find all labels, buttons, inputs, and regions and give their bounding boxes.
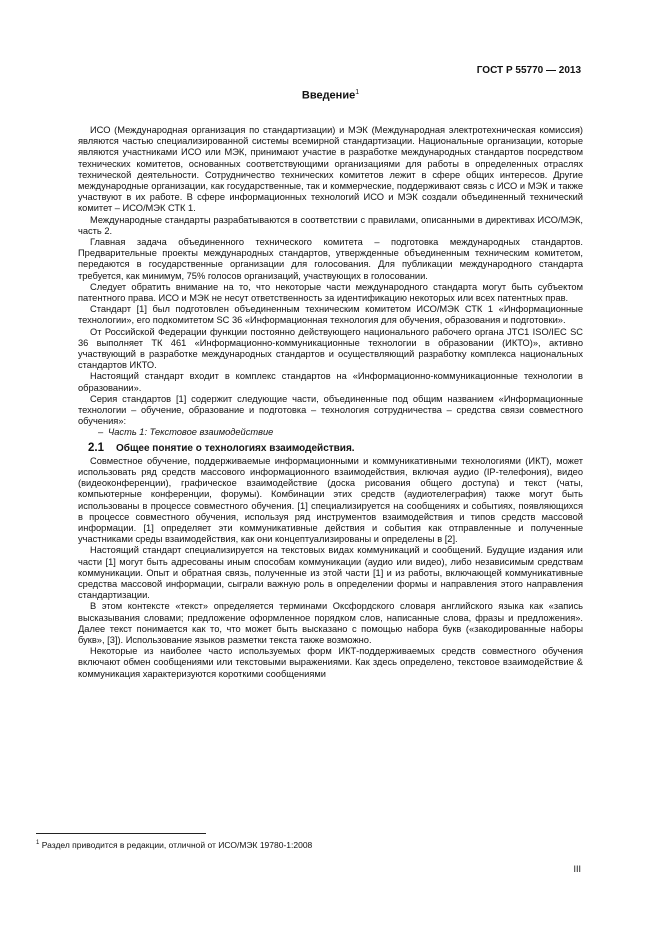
paragraph: Некоторые из наиболее часто используемых форм ИКТ-поддерживаемых средств совместного обучения включают обмен сообщениями или текстовыми выражениями. Как здесь определено, текстовое взаимодействие & коммуникация характеризуются короткими сообщениями	[78, 646, 583, 679]
paragraph: Стандарт [1] был подготовлен объединенным техническим комитетом ИСО/МЭК СТК 1 «Информационные технологии», его подкомитетом SC 36 «Информационная технология для обучения, образования и подготовки».	[78, 304, 583, 326]
section-number: 2.1	[88, 441, 104, 454]
paragraph: Главная задача объединенного технического комитета – подготовка международных стандартов. Предварительные проекты международных стандартов, утвержденные объединенным техническим комитетом, передаются в государственные организации для голосования. Для публикации международного стандарта требуется, как минимум, 75% голосов организаций, участвующих в голосовании.	[78, 237, 583, 281]
list-dash: –	[98, 427, 104, 438]
paragraph: Серия стандартов [1] содержит следующие части, объединенные под общим названием «Информационные технологии – обучение, образование и подготовка – технология сотрудничества – средства связи совместного обучения»:	[78, 393, 583, 427]
paragraph: ИСО (Международная организация по стандартизации) и МЭК (Международная электротехническая комиссия) являются частью специализированной системы всемирной стандартизации. Национальные организации, которые являются участниками ИСО или МЭК, принимают участие в разработке международных стандартов посредством технических комитетов, основанных соответствующими организациями для работы в определенных отраслях технической деятельности. Сотрудничество технических комитетов лежит в сфере общих интересов. Другие международные организации, как государственные, так и коммерческие, поддерживают связь с ИСО и МЭК и также участвуют в их работе. В сфере информационных технологий ИСО и МЭК создали объединенный технический комитет – ИСО/МЭК СТК 1.	[78, 125, 583, 214]
section-heading	[78, 442, 583, 455]
paragraph: Международные стандарты разрабатываются в соответствии с правилами, описанными в директивах ИСО/МЭК, часть 2.	[78, 214, 583, 236]
section-title: Общее понятие о технологиях взаимодействия.	[116, 442, 355, 454]
standard-designation: ГОСТ Р 55770 — 2013	[476, 65, 581, 76]
footnote-mark: 1	[36, 840, 40, 846]
paragraph: Следует обратить внимание на то, что некоторые части международного стандарта могут быть субъектом патентного права. ИСО и МЭК не несут ответственность за идентификацию некоторых или всех патентных прав.	[78, 281, 583, 304]
paragraph: От Российской Федерации функции постоянно действующего национального рабочего органа JTC1 ISO/IEC SC 36 выполняет ТК 461 «Информационно-коммуникационные технологии в образовании (ИКТО)», активно участвующий в разработке международных стандартов и осуществляющий разработку комплекса национальных стандартов ИКТО.	[78, 326, 583, 371]
paragraph: Совместное обучение, поддерживаемые информационными и коммуникативными технологиями (ИКТ), может использовать ряд средств массового информационного взаимодействия, включая аудио (IP-телефония), видео (видеоконференции), графическое взаимодействие (доска рисования общего доступа) и текст (чаты, компьютерные конференции, форумы). Комбинации этих средств (аудиотелеграфия) также могут быть использованы в процессе совместного обучения. [1] специализируется на сообщениях и событиях, появляющихся в процессе совместного обучения, используя ряд инструментов взаимодействия и типов средств массовой информации. [1] определяет эти коммуникативные действия и события как отправленные и полученные участниками среды взаимодействия, как они концептуализированы и определены в [2].	[78, 455, 583, 545]
title-text: Введение	[301, 89, 356, 102]
paragraph: В этом контексте «текст» определяется терминами Оксфордского словаря английского языка как «запись высказывания словами; предложение оформленное порядком слов, написанные слова, фразы и предложения». Далее текст понимается как то, что может быть высказано с помощью набора букв («закодированные наборы букв», [3]). Использование языков разметки текста также возможно.	[78, 601, 583, 645]
footnote	[36, 838, 581, 850]
page-title	[0, 89, 661, 102]
page-number: III	[573, 864, 581, 874]
paragraph: Настоящий стандарт специализируется на текстовых видах коммуникаций и сообщений. Будущие издания или части [1] могут быть адресованы иным способам коммуникации (аудио или видео), либо независимым средствам коммуникации. Опыт и обратная связь, полученные из этой части [1] и из работы, включающей коммуникативные средства массовой информации, сыграли важную роль в определении формы и направления этого направления стандартизации.	[78, 545, 583, 601]
document-body	[78, 125, 583, 680]
list-item	[78, 427, 583, 438]
list-item-text: Часть 1: Текстовое взаимодействие	[108, 427, 274, 438]
paragraph: Настоящий стандарт входит в комплекс стандартов на «Информационно-коммуникационные технологии в образовании».	[78, 371, 583, 393]
footnote-text: Раздел приводится в редакции, отличной от ИСО/МЭК 19780-1:2008	[41, 839, 313, 850]
title-footnote-mark: 1	[355, 89, 360, 96]
footnote-divider	[36, 833, 206, 834]
